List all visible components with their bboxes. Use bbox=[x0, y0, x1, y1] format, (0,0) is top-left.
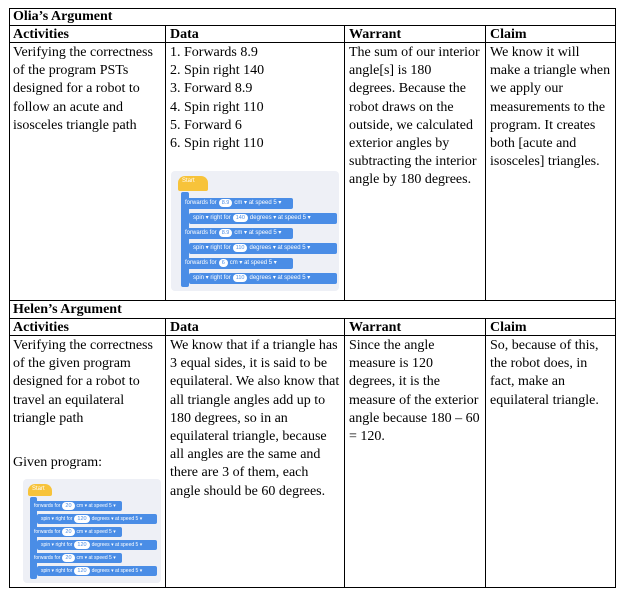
olia-header-warrant: Warrant bbox=[349, 27, 402, 42]
argument-table bbox=[9, 8, 616, 588]
col-rule bbox=[485, 318, 486, 588]
olia-section-title: Olia’s Argument bbox=[13, 9, 113, 24]
border-right bbox=[615, 8, 616, 588]
block-prefix: spin ▾ right for bbox=[193, 215, 231, 221]
block-value: 110 bbox=[233, 274, 248, 282]
block-prefix: forwards for bbox=[185, 200, 217, 206]
border-bottom bbox=[9, 587, 616, 588]
block-prefix: forwards for bbox=[34, 529, 61, 535]
olia-data-item: 3. Forward 8.9 bbox=[170, 81, 253, 97]
block-prefix: spin ▾ right for bbox=[193, 275, 231, 281]
olia-header-claim: Claim bbox=[490, 27, 527, 42]
olia-data-item: 4. Spin right 110 bbox=[170, 99, 264, 115]
border-top bbox=[9, 8, 616, 9]
program-block bbox=[37, 514, 157, 524]
program-block bbox=[30, 553, 122, 563]
block-prefix: spin ▾ right for bbox=[41, 542, 73, 548]
olia-data-cell bbox=[166, 44, 344, 164]
olia-header-data: Data bbox=[170, 27, 199, 42]
start-block: Start bbox=[178, 176, 208, 191]
helen-header-claim: Claim bbox=[490, 320, 527, 335]
helen-activities-text: Verifying the correctness of the given program designed for a robot to travel an equilateral triangle path bbox=[13, 338, 153, 426]
block-prefix: forwards for bbox=[185, 260, 217, 266]
block-prefix: spin ▾ right for bbox=[41, 516, 73, 522]
block-suffix: cm ▾ at speed 5 ▾ bbox=[76, 555, 116, 561]
program-block bbox=[37, 540, 157, 550]
program-block bbox=[181, 228, 293, 239]
block-suffix: degrees ▾ at speed 5 ▾ bbox=[249, 215, 311, 221]
program-block bbox=[181, 258, 293, 269]
block-suffix: degrees ▾ at speed 5 ▾ bbox=[249, 245, 311, 251]
block-prefix: spin ▾ right for bbox=[41, 568, 73, 574]
olia-data-item: 5. Forward 6 bbox=[170, 117, 242, 133]
block-suffix: cm ▾ at speed 5 ▾ bbox=[229, 260, 277, 266]
block-suffix: cm ▾ at speed 5 ▾ bbox=[76, 529, 116, 535]
block-value: 110 bbox=[233, 244, 248, 252]
start-block: Start bbox=[28, 484, 52, 496]
program-block bbox=[189, 273, 337, 284]
olia-header-activities: Activities bbox=[13, 27, 69, 42]
block-value: 120 bbox=[74, 567, 89, 575]
helen-header-activities: Activities bbox=[13, 320, 69, 335]
helen-warrant-text: Since the angle measure is 120 degrees, it is the measure of the exterior angle because 180 – 60 = 120. bbox=[349, 338, 480, 445]
block-prefix: forwards for bbox=[185, 230, 217, 236]
block-value: 140 bbox=[233, 214, 248, 222]
olia-data-list bbox=[170, 44, 340, 153]
col-rule bbox=[344, 318, 345, 588]
block-value: 20 bbox=[62, 554, 74, 562]
col-rule bbox=[485, 25, 486, 301]
col-rule bbox=[165, 25, 166, 301]
program-block bbox=[189, 213, 337, 224]
program-block bbox=[30, 501, 122, 511]
olia-data-item: 1. Forwards 8.9 bbox=[170, 45, 258, 60]
helen-given-program-label: Given program: bbox=[13, 455, 103, 470]
helen-header-data: Data bbox=[170, 320, 199, 335]
olia-data-item: 2. Spin right 140 bbox=[170, 63, 265, 79]
block-value: 8.9 bbox=[219, 229, 233, 237]
block-prefix: forwards for bbox=[34, 555, 61, 561]
rule bbox=[9, 42, 616, 43]
program-block bbox=[189, 243, 337, 254]
block-suffix: degrees ▾ at speed 5 ▾ bbox=[91, 542, 143, 548]
block-suffix: degrees ▾ at speed 5 ▾ bbox=[91, 516, 143, 522]
olia-program-image bbox=[171, 171, 339, 291]
block-suffix: cm ▾ at speed 5 ▾ bbox=[76, 503, 116, 509]
block-value: 20 bbox=[62, 502, 74, 510]
block-suffix: degrees ▾ at speed 5 ▾ bbox=[249, 275, 311, 281]
helen-section-title: Helen’s Argument bbox=[13, 302, 122, 317]
olia-activities-text: Verifying the correctness of the program PSTs designed for a robot to follow an acute and isosceles triangle path bbox=[13, 45, 153, 133]
block-suffix: cm ▾ at speed 5 ▾ bbox=[234, 230, 282, 236]
block-value: 6 bbox=[219, 259, 228, 267]
rule bbox=[9, 25, 616, 26]
block-value: 20 bbox=[62, 528, 74, 536]
program-block bbox=[181, 198, 293, 209]
olia-warrant-text: The sum of our interior angle[s] is 180 degrees. Because the robot draws on the outside, we calculated exterior angles by subtracting the interior angle by 180 degrees. bbox=[349, 45, 480, 188]
block-suffix: degrees ▾ at speed 5 ▾ bbox=[91, 568, 143, 574]
col-rule bbox=[165, 318, 166, 588]
olia-claim-text: We know it will make a triangle when we apply our measurements to the program. It creates both [acute and isosceles] triangles. bbox=[490, 45, 611, 170]
olia-data-item: 6. Spin right 110 bbox=[170, 136, 264, 152]
helen-program-image bbox=[23, 479, 161, 583]
block-value: 120 bbox=[74, 515, 89, 523]
border-left bbox=[9, 8, 10, 588]
block-value: 8.9 bbox=[219, 199, 233, 207]
rule bbox=[9, 300, 616, 301]
block-prefix: spin ▾ right for bbox=[193, 245, 231, 251]
block-prefix: forwards for bbox=[34, 503, 61, 509]
block-value: 120 bbox=[74, 541, 89, 549]
rule bbox=[9, 335, 616, 336]
helen-header-warrant: Warrant bbox=[349, 320, 402, 335]
col-rule bbox=[344, 25, 345, 301]
helen-data-text: We know that if a triangle has 3 equal sides, it is said to be equilateral. We also know that all triangle angles add up to 180 degrees, so in an equilateral triangle, because all angles are the same and there are 3 of them, each angle should be 60 degrees. bbox=[170, 338, 340, 499]
block-suffix: cm ▾ at speed 5 ▾ bbox=[234, 200, 282, 206]
program-block bbox=[37, 566, 157, 576]
rule bbox=[9, 318, 616, 319]
helen-claim-text: So, because of this, the robot does, in fact, make an equilateral triangle. bbox=[490, 338, 599, 408]
program-block bbox=[30, 527, 122, 537]
